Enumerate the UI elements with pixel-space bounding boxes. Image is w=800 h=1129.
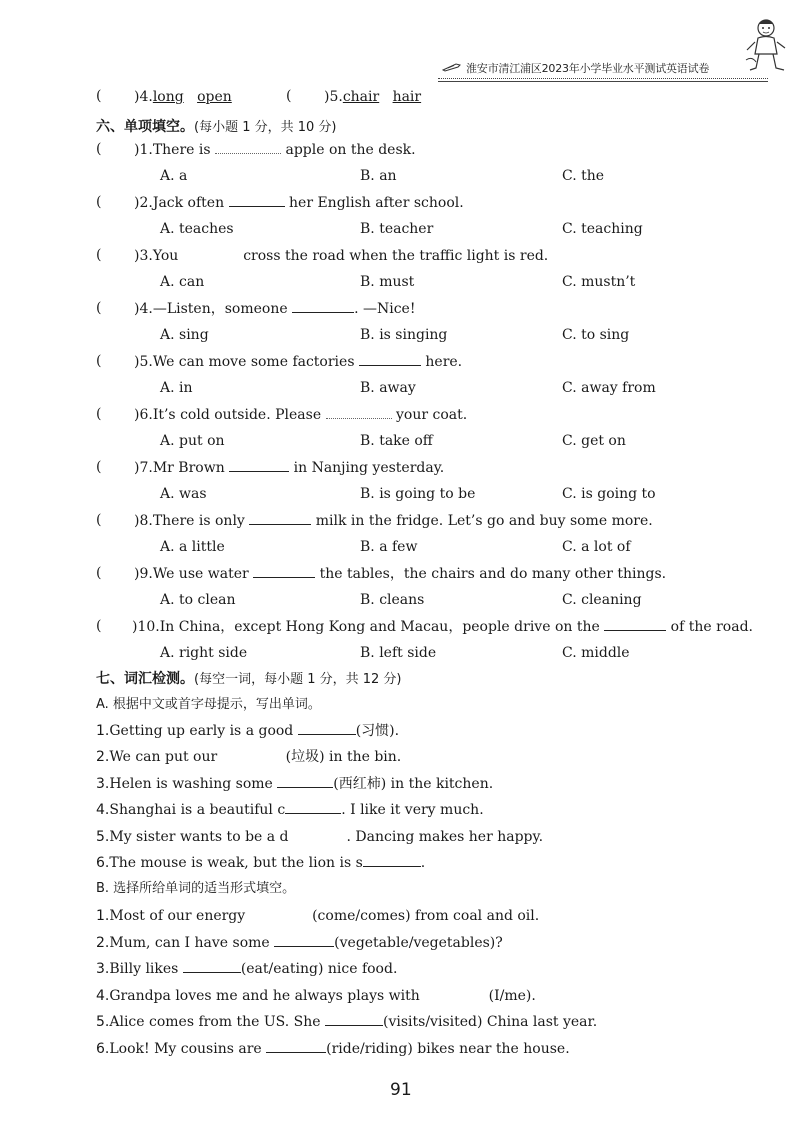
item-text-post: (come/comes) from coal and oil. xyxy=(307,908,540,924)
question-text-post: the tables，the chairs and do many other things. xyxy=(315,566,667,582)
answer-paren: ( xyxy=(96,300,102,316)
option-c: C. mustn’t xyxy=(562,274,636,290)
part-b-instruction: B. 选择所给单词的适当形式填空。 xyxy=(96,881,296,896)
question-number: )4. xyxy=(134,301,153,317)
question-stem xyxy=(134,141,416,159)
answer-blank[interactable] xyxy=(274,934,334,947)
item-text-post: . xyxy=(420,855,426,871)
header-rule-dotted xyxy=(438,78,768,79)
item-number: 5. xyxy=(96,828,110,845)
fill-in-item xyxy=(96,1013,597,1031)
carry-over-q4 xyxy=(134,88,232,106)
question-text-pre: There is only xyxy=(152,513,250,529)
option-c: C. away from xyxy=(562,380,656,396)
section-6-title xyxy=(96,116,337,136)
item-number: 2. xyxy=(96,749,110,766)
question-text-pre: Jack often xyxy=(152,195,229,211)
fill-in-item xyxy=(96,1040,570,1058)
item-text-post: (visits/visited) China last year. xyxy=(383,1014,598,1031)
question-text-post: your coat. xyxy=(391,407,468,423)
question-text-post: cross the road when the traffic light is red. xyxy=(238,248,549,264)
item-number: 5. xyxy=(96,1014,110,1031)
question-stem xyxy=(132,618,753,636)
answer-blank[interactable] xyxy=(249,512,311,525)
page-header xyxy=(438,48,770,88)
close-paren: ) xyxy=(324,89,330,105)
answer-blank[interactable] xyxy=(298,722,356,735)
answer-blank[interactable] xyxy=(277,775,333,788)
option-c: C. the xyxy=(562,168,605,184)
question-stem xyxy=(134,353,462,371)
answer-blank[interactable] xyxy=(215,141,281,154)
question-text-pre: We can move some factories xyxy=(152,354,359,370)
question-text-post: her English after school. xyxy=(284,195,464,211)
question-number: )5. xyxy=(134,354,153,370)
option-a: A. to clean xyxy=(160,592,236,608)
exam-title: 淮安市清江浦区2023年小学毕业水平测试英语试卷 xyxy=(466,62,710,75)
item-text-post: (ride/riding) bikes near the house. xyxy=(326,1041,570,1057)
item-number: 6. xyxy=(96,855,110,871)
question-stem xyxy=(134,565,666,583)
question-text-post: . —Nice! xyxy=(354,301,416,317)
fill-in-item xyxy=(96,828,543,846)
fill-in-item xyxy=(96,934,503,952)
question-number: )3. xyxy=(134,248,153,264)
question-stem xyxy=(134,459,444,477)
fill-in-item xyxy=(96,748,401,766)
answer-blank[interactable] xyxy=(183,960,241,973)
cartoon-boy-icon xyxy=(744,16,788,74)
answer-paren-q4: ( xyxy=(96,88,102,104)
item-text-pre: Most of our energy xyxy=(109,908,250,924)
question-text-pre: In China，except Hong Kong and Macau，people drive on the xyxy=(159,619,605,635)
item-number: 3. xyxy=(96,961,110,978)
item-text-post: (eat/eating) nice food. xyxy=(240,961,398,978)
item-text-post: (西红柿) in the kitchen. xyxy=(333,775,494,792)
item-text-post: . I like it very much. xyxy=(341,802,484,819)
option-a: A. a xyxy=(160,168,188,184)
question-stem xyxy=(134,247,548,265)
item-text-post: (I/me). xyxy=(484,987,536,1004)
section-7-note: (每空一词，每小题 1 分，共 12 分) xyxy=(194,672,402,687)
item-text-pre: The mouse is weak, but the lion is s xyxy=(109,855,363,871)
answer-paren: ( xyxy=(96,406,102,422)
question-text-pre: There is xyxy=(152,142,216,158)
option-b: B. is singing xyxy=(360,327,448,343)
option-c: C. teaching xyxy=(562,221,643,237)
carry-over-q5 xyxy=(324,88,421,106)
pen-icon xyxy=(442,62,462,72)
item-text-pre: My sister wants to be a d xyxy=(109,828,289,845)
option-b: B. a few xyxy=(360,539,418,555)
answer-blank[interactable] xyxy=(424,988,484,1000)
option-a: A. right side xyxy=(160,645,248,661)
item-text-pre: Helen is washing some xyxy=(109,775,278,792)
fill-in-item xyxy=(96,722,399,740)
question-text-post: in Nanjing yesterday. xyxy=(289,460,445,476)
item-number: 4. xyxy=(96,802,110,819)
item-text-post: . Dancing makes her happy. xyxy=(346,828,544,845)
question-text-post: of the road. xyxy=(666,619,753,635)
answer-blank[interactable] xyxy=(183,248,239,260)
item-text-post: (习惯). xyxy=(355,723,400,739)
question-number: )6. xyxy=(134,407,153,423)
option-a: A. a little xyxy=(160,539,225,555)
q4-word-a: long xyxy=(152,89,184,105)
question-number: )2. xyxy=(134,195,153,211)
option-b: B. left side xyxy=(360,645,437,661)
answer-paren: ( xyxy=(96,565,102,581)
header-rule xyxy=(438,81,768,82)
question-text-pre: We use water xyxy=(152,566,254,582)
section-6-note: (每小题 1 分，共 10 分) xyxy=(194,120,337,135)
option-b: B. teacher xyxy=(360,221,434,237)
option-c: C. to sing xyxy=(562,327,630,343)
fill-in-item xyxy=(96,854,425,872)
option-a: A. in xyxy=(160,380,193,396)
fill-in-item xyxy=(96,987,536,1005)
option-b: B. take off xyxy=(360,433,433,449)
answer-paren-q5: ( xyxy=(286,88,292,104)
answer-blank[interactable] xyxy=(285,801,341,814)
item-text-pre: Billy likes xyxy=(109,961,183,978)
item-text-post: (vegetable/vegetables)? xyxy=(334,934,503,951)
option-c: C. get on xyxy=(562,433,626,449)
item-number: 4. xyxy=(96,987,110,1004)
option-c: C. middle xyxy=(562,645,630,661)
option-a: A. teaches xyxy=(160,221,234,237)
question-number: )7. xyxy=(134,460,153,476)
option-a: A. can xyxy=(160,274,205,290)
answer-paren: ( xyxy=(96,353,102,369)
option-a: A. put on xyxy=(160,433,225,449)
option-b: B. an xyxy=(360,168,397,184)
question-stem xyxy=(134,194,464,212)
q5-word-a: chair xyxy=(342,89,380,105)
q5-word-b: hair xyxy=(392,89,422,105)
answer-blank[interactable] xyxy=(325,1013,383,1026)
question-number: )9. xyxy=(134,566,153,582)
item-text-pre: We can put our xyxy=(109,749,222,766)
question-number: )8. xyxy=(134,513,153,529)
option-a: A. sing xyxy=(160,327,209,343)
question-number: )1. xyxy=(134,142,153,158)
option-b: B. must xyxy=(360,274,415,290)
option-a: A. was xyxy=(160,486,207,502)
item-number: 1. xyxy=(96,723,110,739)
q4-word-b: open xyxy=(197,89,232,105)
answer-paren: ( xyxy=(96,247,102,263)
answer-blank[interactable] xyxy=(266,1040,326,1053)
answer-paren: ( xyxy=(96,459,102,475)
answer-paren: ( xyxy=(96,512,102,528)
question-text-pre: Mr Brown xyxy=(152,460,230,476)
fill-in-item xyxy=(96,775,493,793)
fill-in-item xyxy=(96,801,484,819)
question-text-pre: —Listen，someone xyxy=(152,301,293,317)
answer-paren: ( xyxy=(96,141,102,157)
answer-blank[interactable] xyxy=(250,908,308,920)
item-number: 2. xyxy=(96,934,110,951)
option-b: B. away xyxy=(360,380,416,396)
answer-blank[interactable] xyxy=(359,353,421,366)
section-7-heading: 七、词汇检测。 xyxy=(96,671,194,687)
item-text-pre: Getting up early is a good xyxy=(109,723,298,739)
part-a-instruction: A. 根据中文或首字母提示，写出单词。 xyxy=(96,697,321,712)
question-text-post: here. xyxy=(420,354,463,370)
page-number: 91 xyxy=(390,1080,412,1100)
answer-blank[interactable] xyxy=(229,459,289,472)
section-6-heading: 六、单项填空。 xyxy=(96,119,194,135)
fill-in-item xyxy=(96,907,539,925)
q4-number: 4. xyxy=(139,89,153,105)
option-b: B. cleans xyxy=(360,592,425,608)
option-c: C. is going to xyxy=(562,486,656,502)
question-stem xyxy=(134,300,415,318)
answer-blank[interactable] xyxy=(289,829,347,841)
fill-in-item xyxy=(96,960,397,978)
item-number: 6. xyxy=(96,1041,110,1057)
close-paren: ) xyxy=(134,89,140,105)
question-stem xyxy=(134,406,467,424)
question-text-post: milk in the fridge. Let’s go and buy some more. xyxy=(311,513,653,529)
answer-blank[interactable] xyxy=(292,300,354,313)
section-7-title xyxy=(96,668,402,688)
answer-blank[interactable] xyxy=(604,618,666,631)
option-c: C. cleaning xyxy=(562,592,642,608)
answer-blank[interactable] xyxy=(326,406,392,419)
option-c: C. a lot of xyxy=(562,539,631,555)
question-text-pre: You xyxy=(152,248,183,264)
answer-blank[interactable] xyxy=(229,194,285,207)
question-text-post: apple on the desk. xyxy=(281,142,416,158)
question-number: )10. xyxy=(132,619,160,635)
item-text-pre: Shanghai is a beautiful c xyxy=(109,802,286,819)
item-text-pre: Grandpa loves me and he always plays with xyxy=(109,987,425,1004)
answer-paren: ( xyxy=(96,194,102,210)
question-text-pre: It’s cold outside. Please xyxy=(152,407,326,423)
q5-number: 5. xyxy=(329,89,343,105)
question-stem xyxy=(134,512,653,530)
answer-blank[interactable] xyxy=(363,854,421,867)
item-text-post: (垃圾) in the bin. xyxy=(285,749,402,766)
answer-paren: ( xyxy=(96,618,102,634)
item-text-pre: Mum, can I have some xyxy=(109,934,275,951)
item-number: 1. xyxy=(96,908,110,924)
item-text-pre: Look! My cousins are xyxy=(109,1041,267,1057)
item-number: 3. xyxy=(96,775,110,792)
answer-blank[interactable] xyxy=(253,565,315,578)
option-b: B. is going to be xyxy=(360,486,476,502)
item-text-pre: Alice comes from the US. She xyxy=(109,1014,326,1031)
answer-blank[interactable] xyxy=(222,749,286,761)
